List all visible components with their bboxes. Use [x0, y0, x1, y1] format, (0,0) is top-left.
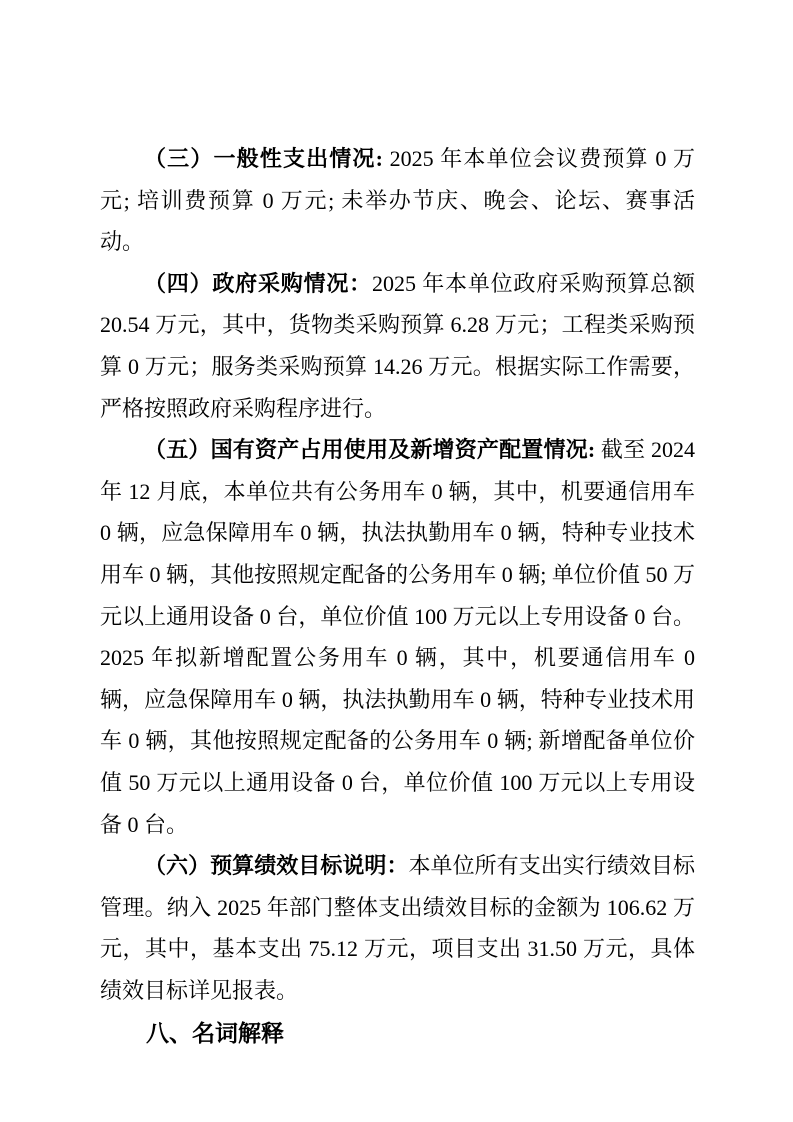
document-body — [100, 138, 695, 1055]
paragraph-text-state-assets: 截至 2024 年 12 月底，本单位共有公务用车 0 辆，其中，机要通信用车 0 辆，应急保障用车 0 辆，执法执勤用车 0 辆，特种专业技术用车 0 辆，其他按照规定配备的公务用车 0 辆; 单位价值 50 万元以上通用设备 0 台，单位价值 100 万元以上专用设备 0 台。2025 年拟新增配置公务用车 0 辆，其中，机要通信用车 0 辆，应急保障用车 0 辆，执法执勤用车 0 辆，特种专业技术用车 0 辆，其他按照规定配备的公务用车 0 辆; 新增配备单位价值 50 万元以上通用设备 0 台，单位价值 100 万元以上专用设备 0 台。 — [100, 437, 695, 837]
paragraph-lead-government-procurement: （四）政府采购情况： — [144, 270, 372, 296]
paragraph-government-procurement — [100, 263, 695, 429]
paragraph-lead-performance-targets: （六）预算绩效目标说明： — [144, 853, 409, 879]
paragraph-state-assets — [100, 429, 695, 845]
paragraph-lead-state-assets: （五）国有资产占用使用及新增资产配置情况: — [144, 437, 596, 463]
paragraph-text-government-procurement: 2025 年本单位政府采购预算总额 20.54 万元，其中，货物类采购预算 6.28 万元；工程类采购预算 0 万元；服务类采购预算 14.26 万元。根据实际工作需要，严格按照政府采购程序进行。 — [100, 270, 695, 421]
paragraph-general-expenditure — [100, 138, 695, 263]
paragraph-text-general-expenditure: 2025 年本单位会议费预算 0 万元; 培训费预算 0 万元; 未举办节庆、晚会、论坛、赛事活动。 — [100, 146, 695, 255]
paragraph-performance-targets — [100, 845, 695, 1011]
paragraph-text-performance-targets: 本单位所有支出实行绩效目标管理。纳入 2025 年部门整体支出绩效目标的金额为 106.62 万元，其中，基本支出 75.12 万元，项目支出 31.50 万元，具体绩效目标详见报表。 — [100, 853, 695, 1003]
paragraph-lead-general-expenditure: （三）一般性支出情况: — [144, 146, 383, 171]
section-heading-glossary: 八、名词解释 — [146, 1020, 284, 1047]
